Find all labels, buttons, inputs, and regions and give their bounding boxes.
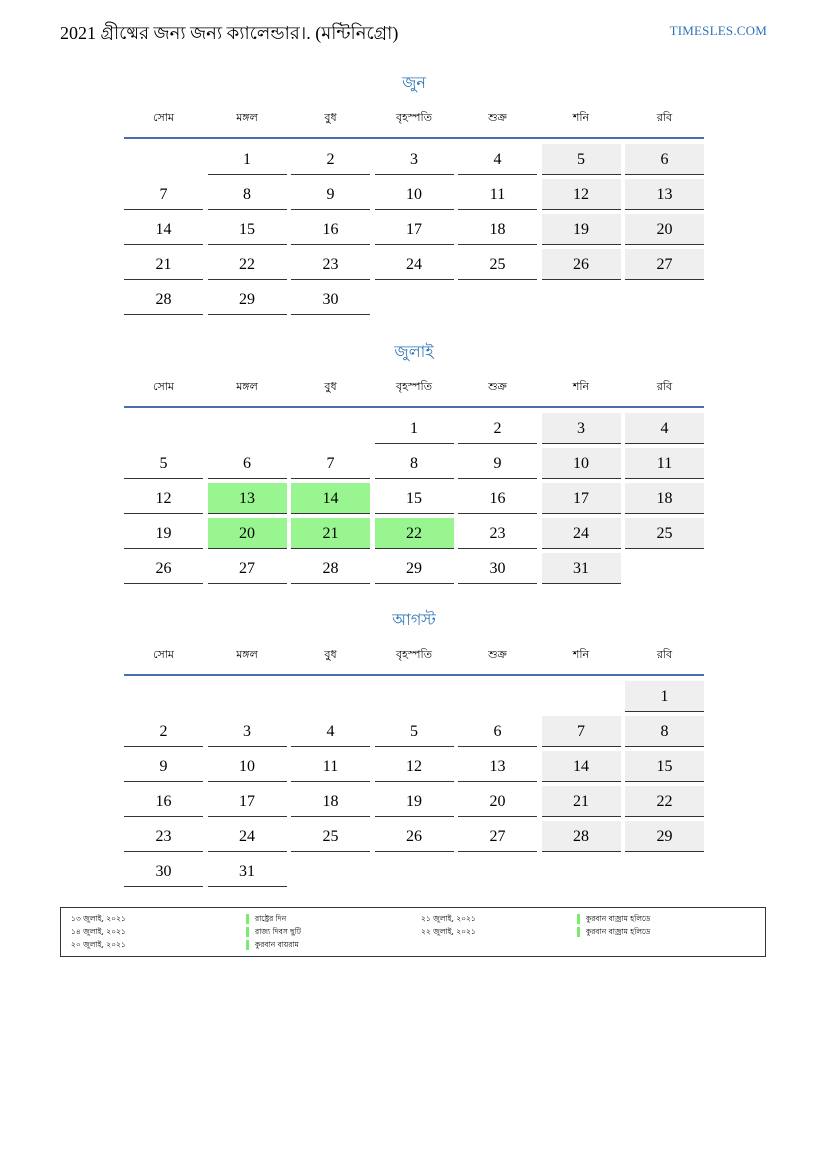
day-cell: 9 <box>458 448 537 479</box>
day-cell: 5 <box>542 144 621 175</box>
empty-cell <box>124 144 203 175</box>
day-cell: 10 <box>375 179 454 210</box>
weekday-label: বৃহস্পতি <box>396 648 432 661</box>
empty-cell <box>291 681 370 712</box>
header-rule <box>124 137 704 139</box>
empty-cell <box>208 681 287 712</box>
day-cell: 25 <box>625 518 704 549</box>
day-cell: 7 <box>124 179 203 210</box>
weekday-label: রবি <box>656 380 673 393</box>
day-cell: 26 <box>375 821 454 852</box>
day-cell: 30 <box>124 856 203 887</box>
day-cell: 25 <box>291 821 370 852</box>
day-cell: 6 <box>208 448 287 479</box>
weekday-label: শুক্র <box>488 648 507 661</box>
header-rule <box>124 674 704 676</box>
day-cell: 17 <box>375 214 454 245</box>
month-august <box>124 608 704 887</box>
weekday-label: সোম <box>152 380 175 393</box>
month-july <box>124 340 704 584</box>
day-cell: 26 <box>542 249 621 280</box>
legend-date: ২২ জুলাই, ২০২১ <box>421 927 476 936</box>
day-cell: 11 <box>291 751 370 782</box>
weekday-label: মঙ্গল <box>236 111 258 124</box>
header-rule <box>124 406 704 408</box>
day-cell: 3 <box>542 413 621 444</box>
day-cell: 29 <box>625 821 704 852</box>
day-cell: 17 <box>542 483 621 514</box>
day-cell: 20 <box>458 786 537 817</box>
day-cell: 10 <box>208 751 287 782</box>
day-cell: 19 <box>124 518 203 549</box>
day-cell: 30 <box>291 284 370 315</box>
day-grid <box>124 413 704 584</box>
day-grid <box>124 144 704 315</box>
day-cell: 9 <box>124 751 203 782</box>
holiday-legend <box>60 907 766 957</box>
day-cell: 16 <box>291 214 370 245</box>
day-cell: 2 <box>124 716 203 747</box>
empty-cell <box>375 681 454 712</box>
day-cell: 27 <box>458 821 537 852</box>
day-cell: 23 <box>124 821 203 852</box>
holiday-day-cell: 21 <box>291 518 370 549</box>
day-cell: 7 <box>542 716 621 747</box>
legend-holiday-name: রাষ্ট্রের দিন <box>246 914 286 924</box>
day-cell: 21 <box>124 249 203 280</box>
day-cell: 26 <box>124 553 203 584</box>
day-cell: 6 <box>458 716 537 747</box>
weekday-label: শনি <box>572 648 590 661</box>
legend-date: ২০ জুলাই, ২০২১ <box>71 940 126 949</box>
weekday-label: বুধ <box>324 380 337 393</box>
day-cell: 8 <box>208 179 287 210</box>
weekday-label: বৃহস্পতি <box>396 380 432 393</box>
day-cell: 11 <box>458 179 537 210</box>
day-cell: 3 <box>208 716 287 747</box>
legend-holiday-name: রাজ্য দিবস ছুটি <box>246 927 301 937</box>
month-title: আগস্ট <box>392 610 436 629</box>
site-link[interactable]: TIMESLES.COM <box>669 23 767 38</box>
day-cell: 18 <box>458 214 537 245</box>
day-cell: 4 <box>291 716 370 747</box>
day-cell: 5 <box>124 448 203 479</box>
day-cell: 15 <box>208 214 287 245</box>
day-cell: 24 <box>375 249 454 280</box>
page-title: 2021 গ্রীষ্মের জন্য জন্য ক্যালেন্ডার।. (মন্টিনিগ্রো) <box>60 23 399 43</box>
holiday-day-cell: 14 <box>291 483 370 514</box>
day-cell: 2 <box>291 144 370 175</box>
day-cell: 15 <box>625 751 704 782</box>
day-cell: 15 <box>375 483 454 514</box>
day-cell: 1 <box>208 144 287 175</box>
weekday-label: বুধ <box>324 648 337 661</box>
legend-date: ১৪ জুলাই, ২০২১ <box>71 927 126 936</box>
day-cell: 28 <box>124 284 203 315</box>
day-cell: 27 <box>208 553 287 584</box>
month-title: জুন <box>402 73 426 92</box>
day-cell: 19 <box>375 786 454 817</box>
day-cell: 31 <box>542 553 621 584</box>
empty-cell <box>124 681 203 712</box>
day-cell: 20 <box>625 214 704 245</box>
empty-cell <box>458 681 537 712</box>
day-cell: 14 <box>124 214 203 245</box>
holiday-day-cell: 20 <box>208 518 287 549</box>
empty-cell <box>124 413 203 444</box>
day-cell: 23 <box>291 249 370 280</box>
day-cell: 28 <box>542 821 621 852</box>
weekday-label: শুক্র <box>488 380 507 393</box>
day-cell: 8 <box>375 448 454 479</box>
weekday-label: শুক্র <box>488 111 507 124</box>
day-cell: 28 <box>291 553 370 584</box>
day-cell: 21 <box>542 786 621 817</box>
day-cell: 31 <box>208 856 287 887</box>
weekday-label: শনি <box>572 111 590 124</box>
day-cell: 10 <box>542 448 621 479</box>
day-cell: 12 <box>542 179 621 210</box>
day-cell: 6 <box>625 144 704 175</box>
day-cell: 2 <box>458 413 537 444</box>
weekday-label: সোম <box>152 648 175 661</box>
day-cell: 22 <box>208 249 287 280</box>
weekday-header <box>124 105 704 131</box>
day-cell: 14 <box>542 751 621 782</box>
day-cell: 12 <box>124 483 203 514</box>
day-cell: 24 <box>208 821 287 852</box>
weekday-label: মঙ্গল <box>236 380 258 393</box>
legend-holiday-name: কুরবান বাজ্রাম হলিডে <box>577 927 650 937</box>
day-cell: 18 <box>625 483 704 514</box>
empty-cell <box>542 681 621 712</box>
weekday-header <box>124 374 704 400</box>
day-cell: 29 <box>208 284 287 315</box>
day-cell: 1 <box>375 413 454 444</box>
day-cell: 27 <box>625 249 704 280</box>
legend-date: ২১ জুলাই, ২০২১ <box>421 914 476 923</box>
day-cell: 4 <box>458 144 537 175</box>
day-cell: 11 <box>625 448 704 479</box>
day-cell: 29 <box>375 553 454 584</box>
month-title: জুলাই <box>394 342 434 361</box>
day-cell: 17 <box>208 786 287 817</box>
day-cell: 9 <box>291 179 370 210</box>
day-cell: 12 <box>375 751 454 782</box>
day-cell: 18 <box>291 786 370 817</box>
weekday-label: রবি <box>656 111 673 124</box>
day-cell: 13 <box>458 751 537 782</box>
weekday-header <box>124 642 704 668</box>
day-cell: 1 <box>625 681 704 712</box>
empty-cell <box>208 413 287 444</box>
day-cell: 23 <box>458 518 537 549</box>
legend-holiday-name: কুরবান বাজ্রাম হলিডে <box>577 914 650 924</box>
month-june <box>124 71 704 315</box>
day-cell: 16 <box>124 786 203 817</box>
legend-holiday-name: কুরবান বায়রাম <box>246 940 299 950</box>
day-cell: 13 <box>625 179 704 210</box>
weekday-label: সোম <box>152 111 175 124</box>
day-cell: 24 <box>542 518 621 549</box>
day-cell: 4 <box>625 413 704 444</box>
day-grid <box>124 681 704 887</box>
day-cell: 19 <box>542 214 621 245</box>
legend-date: ১৩ জুলাই, ২০২১ <box>71 914 126 923</box>
day-cell: 30 <box>458 553 537 584</box>
day-cell: 8 <box>625 716 704 747</box>
day-cell: 25 <box>458 249 537 280</box>
weekday-label: বৃহস্পতি <box>396 111 432 124</box>
weekday-label: রবি <box>656 648 673 661</box>
weekday-label: মঙ্গল <box>236 648 258 661</box>
empty-cell <box>291 413 370 444</box>
day-cell: 22 <box>625 786 704 817</box>
day-cell: 7 <box>291 448 370 479</box>
holiday-day-cell: 22 <box>375 518 454 549</box>
weekday-label: বুধ <box>324 111 337 124</box>
day-cell: 16 <box>458 483 537 514</box>
weekday-label: শনি <box>572 380 590 393</box>
day-cell: 5 <box>375 716 454 747</box>
holiday-day-cell: 13 <box>208 483 287 514</box>
day-cell: 3 <box>375 144 454 175</box>
